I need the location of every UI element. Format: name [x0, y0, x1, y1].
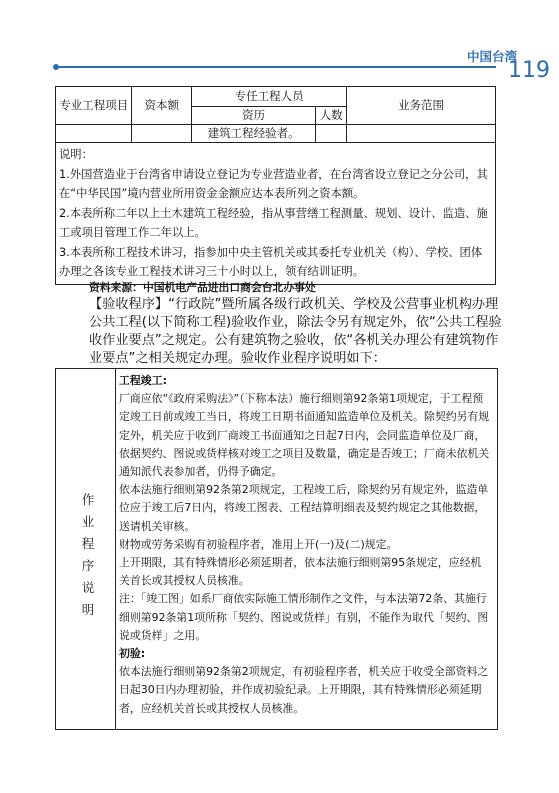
page-number: 119 [508, 58, 550, 83]
engineering-table [55, 86, 496, 285]
chapter-region-label: 中国台湾 [466, 49, 517, 64]
intro-paragraph: 【验收程序】“行政院”暨所属各级行政机关、学校及公营事业机构办理公共工程(以下简称工程)验收作业，除法令另有规定外，依“公共工程验收作业要点”之规定。公有建筑物之验收，依“各机关办理公有建筑物作业要点”之相关规定办理。验收作业程序说明如下： [89, 297, 502, 366]
procedure-paragraph: 厂商应依“《政府采购法》”（下称本法）施行细则第92条第1项规定，于工程预定竣工日前或竣工当日，将竣工日期书面通知监造单位及机关。除契约另有规定外，机关应于收到厂商竣工书面通知之日起7日内，会同监造单位及厂商，依据契约、图说或货样核对竣工之项目及数量，确定是否竣工；厂商未依机关通知派代表参加者，仍得予确定。 [119, 392, 490, 479]
col-header-capital: 资本额 [132, 87, 192, 125]
procedure-paragraph: 财物或劳务采购有初验程序者，准用上开(一)及(二)规定。 [119, 537, 398, 551]
cell-empty [316, 125, 347, 143]
procedure-label: 作业程序说明 [81, 492, 95, 617]
col-header-business-scope: 业务范围 [347, 87, 496, 125]
procedure-paragraph: 依本法施行细则第92条第2项规定，有初验程序者，机关应于收受全部资料之日起30日内办理初验，并作成初验纪录。上开期限，其有特殊情形必须延期者，应经机关首长或其授权人员核准。 [119, 665, 489, 715]
procedure-note: 注：「竣工图」如系厂商依实际施工情形制作之文件，与本法第72条、其施行细则第92条第1项所称「契约、图说或货样」有别，不能作为取代「契约、图说或货样」之用。 [119, 592, 489, 642]
notes-title: 说明： [59, 148, 93, 161]
note-item: 1.外国营造业于台湾省申请设立登记为专业营造业者，在台湾省设立登记之分公司，其在“中华民国”境内营业所用资金金额应达本表所列之资本额。 [59, 167, 488, 200]
section-title-initial-inspection: 初验: [119, 647, 146, 661]
col-header-qualification: 资历 [192, 107, 316, 125]
section-title-completion: 工程竣工: [119, 374, 167, 387]
cell-empty [347, 125, 496, 143]
cell-empty [56, 125, 132, 143]
col-header-project: 专业工程项目 [56, 87, 132, 125]
procedure-body [119, 372, 492, 718]
header-rule [55, 66, 496, 68]
cell-empty [132, 125, 192, 143]
col-header-staff: 专任工程人员 [192, 87, 347, 107]
notes-cell [56, 143, 496, 285]
procedure-paragraph: 上开期限，其有特殊情形必须延期者，依本法施行细则第95条规定，应经机关首长或其授权人员核准。 [119, 556, 482, 588]
procedure-box [55, 368, 498, 730]
source-line: 资料来源：中国机电产品进出口商会台北办事处 [89, 281, 316, 294]
cell-qualification-text: 建筑工程经验者。 [192, 125, 316, 143]
note-item: 2.本表所称二年以上土木建筑工程经验，指从事营缮工程测量、规划、设计、监造、施工或项目管理工作二年以上。 [59, 206, 488, 239]
col-header-count: 人数 [316, 107, 347, 125]
note-item: 3.本表所称工程技术讲习，指参加中央主管机关或其委托专业机关（构）、学校、团体办理之各该专业工程技术讲习三十小时以上，领有结训证明。 [59, 245, 483, 278]
procedure-label-cell [56, 369, 116, 729]
procedure-paragraph: 依本法施行细则第92条第2项规定，工程竣工后，除契约另有规定外，监造单位应于竣工后7日内，将竣工图表、工程结算明细表及契约规定之其他数据，送请机关审核。 [119, 483, 489, 533]
